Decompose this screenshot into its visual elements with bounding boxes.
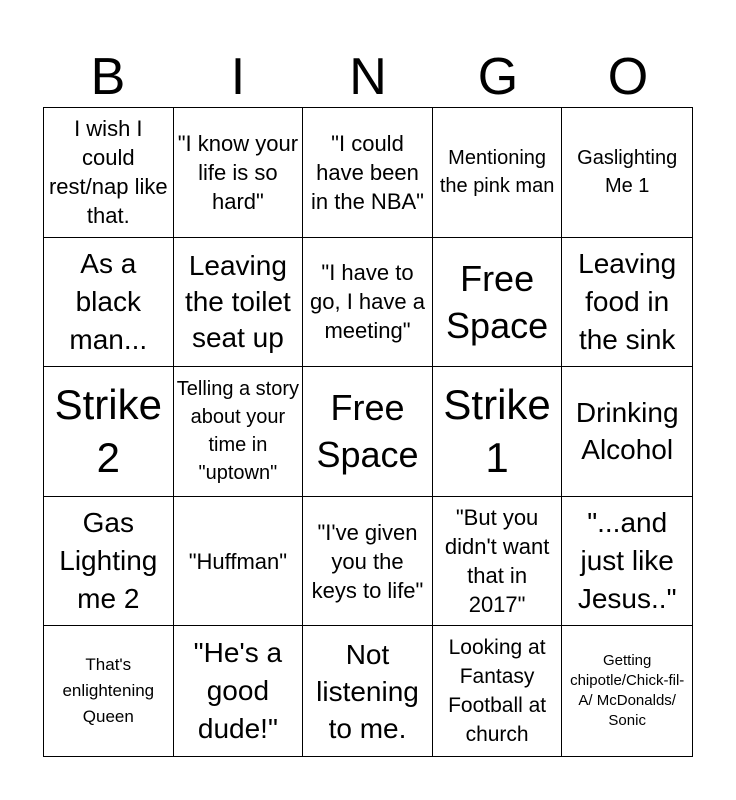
bingo-cell-text: "Huffman" bbox=[188, 548, 288, 574]
bingo-cell[interactable] bbox=[433, 626, 563, 756]
bingo-cell[interactable] bbox=[174, 626, 304, 756]
bingo-cell-text: Leaving food in the sink bbox=[578, 247, 677, 355]
header-letter-b: B bbox=[90, 48, 126, 106]
bingo-cell-text: "...and just like Jesus.." bbox=[577, 507, 677, 615]
bingo-cell-text: Strike 2 bbox=[54, 381, 162, 482]
free-space-text: Free Space bbox=[316, 387, 419, 476]
bingo-cell[interactable] bbox=[174, 497, 304, 627]
free-space-text: Free Space bbox=[446, 257, 549, 346]
bingo-cell-text: "I could have been in the NBA" bbox=[311, 130, 424, 214]
bingo-cell[interactable] bbox=[433, 108, 563, 238]
header-letter-g: G bbox=[477, 48, 519, 106]
bingo-cell[interactable] bbox=[44, 238, 174, 368]
bingo-cell-text: Gas Lighting me 2 bbox=[59, 507, 158, 615]
bingo-cell[interactable] bbox=[562, 626, 692, 756]
bingo-cell[interactable] bbox=[303, 238, 433, 368]
bingo-cell[interactable] bbox=[44, 626, 174, 756]
bingo-cell[interactable] bbox=[44, 367, 174, 497]
bingo-cell[interactable] bbox=[433, 238, 563, 368]
bingo-header bbox=[43, 40, 693, 108]
bingo-cell[interactable] bbox=[562, 367, 692, 497]
bingo-cell-text: As a black man... bbox=[69, 247, 148, 355]
bingo-cell[interactable] bbox=[174, 108, 304, 238]
header-letter-n: N bbox=[349, 48, 387, 106]
bingo-cell[interactable] bbox=[433, 367, 563, 497]
header-letter-i: I bbox=[230, 48, 246, 106]
bingo-cell-text: "I know your life is so hard" bbox=[177, 130, 299, 214]
bingo-cell-text: That's enlightening Queen bbox=[62, 655, 155, 727]
bingo-cell[interactable] bbox=[562, 108, 692, 238]
bingo-cell[interactable] bbox=[303, 108, 433, 238]
bingo-cell-text: Not listening to me. bbox=[316, 638, 419, 744]
bingo-card-grid bbox=[43, 107, 693, 757]
bingo-cell[interactable] bbox=[562, 238, 692, 368]
bingo-cell[interactable] bbox=[303, 626, 433, 756]
bingo-cell-text: Mentioning the pink man bbox=[439, 147, 555, 198]
bingo-cell[interactable] bbox=[303, 367, 433, 497]
bingo-cell-text: "He's a good dude!" bbox=[193, 637, 283, 745]
bingo-cell-text: "I have to go, I have a meeting" bbox=[310, 260, 425, 344]
bingo-cell-text: "But you didn't want that in 2017" bbox=[444, 505, 550, 618]
bingo-cell-text: I wish I could rest/nap like that. bbox=[48, 116, 168, 229]
bingo-cell-text: Drinking Alcohol bbox=[575, 397, 679, 466]
bingo-cell[interactable] bbox=[562, 497, 692, 627]
bingo-cell-text: Getting chipotle/Chick-fil-A/ McDonalds/ Sonic bbox=[570, 652, 685, 730]
bingo-cell-text: Gaslighting Me 1 bbox=[577, 147, 678, 198]
bingo-cell[interactable] bbox=[44, 108, 174, 238]
bingo-cell[interactable] bbox=[174, 367, 304, 497]
bingo-cell[interactable] bbox=[174, 238, 304, 368]
bingo-cell-text: Leaving the toilet seat up bbox=[184, 249, 291, 353]
bingo-cell[interactable] bbox=[303, 497, 433, 627]
bingo-cell-text: Telling a story about your time in "uptown" bbox=[176, 378, 300, 485]
bingo-cell-text: Looking at Fantasy Football at church bbox=[448, 636, 547, 747]
bingo-cell[interactable] bbox=[44, 497, 174, 627]
bingo-cell[interactable] bbox=[433, 497, 563, 627]
header-letter-o: O bbox=[607, 48, 649, 106]
bingo-cell-text: Strike 1 bbox=[443, 381, 551, 482]
bingo-cell-text: "I've given you the keys to life" bbox=[311, 519, 424, 603]
